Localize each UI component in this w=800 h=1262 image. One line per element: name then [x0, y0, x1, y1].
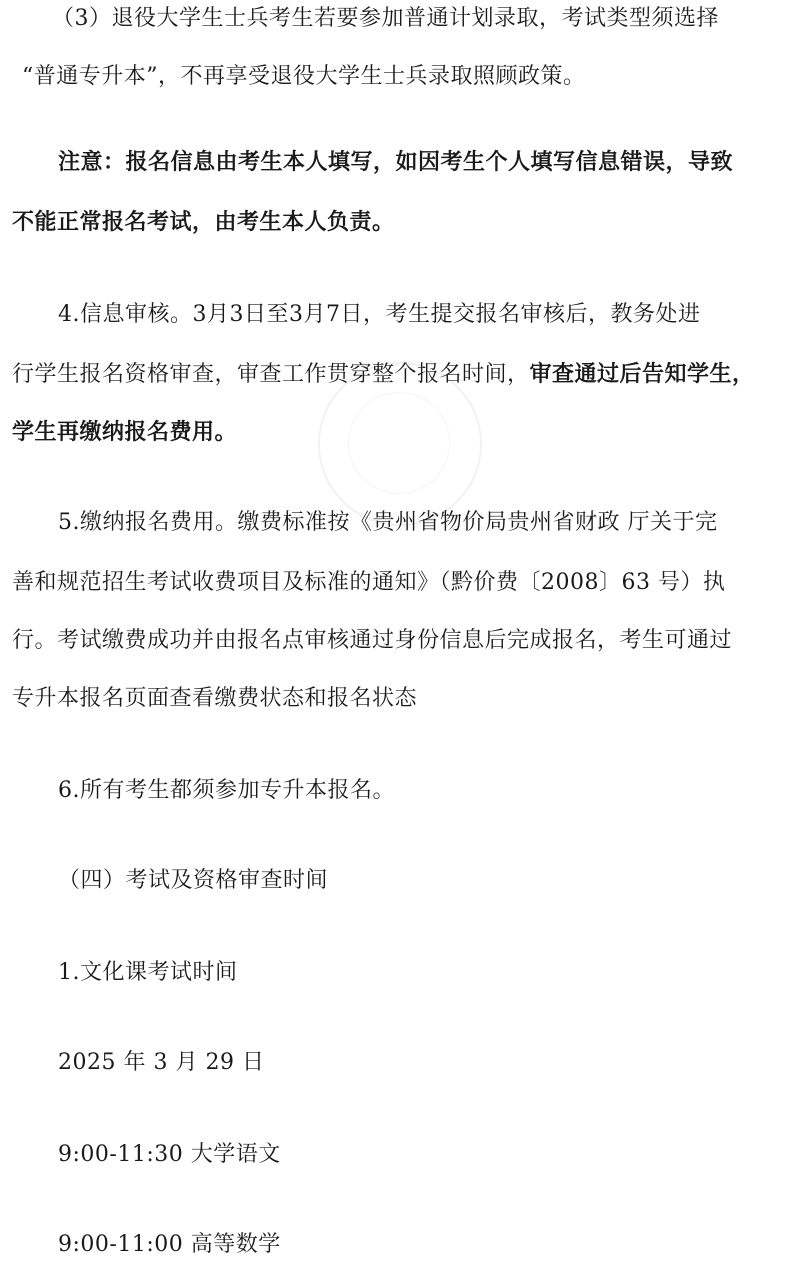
- notice-line-1: 注意：报名信息由考生本人填写，如因考生个人填写信息错误，导致: [58, 150, 734, 175]
- sub-1-title: 1.文化课考试时间: [58, 960, 238, 985]
- item-4-line-2-normal: 行学生报名资格审查，审查工作贯穿整个报名时间，: [12, 362, 530, 387]
- item-4-line-2-bold: 审查通过后告知学生，: [529, 362, 755, 387]
- item-5-line-1: 5.缴纳报名费用。缴费标准按《贵州省物价局贵州省财政 厅关于完: [58, 510, 718, 535]
- section-4-title: （四）考试及资格审查时间: [58, 868, 329, 893]
- item-4-line-3: 学生再缴纳报名费用。: [12, 420, 238, 445]
- item-5-line-4: 专升本报名页面查看缴费状态和报名状态: [12, 686, 418, 711]
- exam-time-2: 9:00-11:00 高等数学: [58, 1232, 281, 1257]
- item-4-line-2: [0, 360, 800, 390]
- exam-time-1: 9:00-11:30 大学语文: [58, 1142, 281, 1167]
- item-5-line-2: 善和规范招生考试收费项目及标准的通知》（黔价费〔2008〕63 号）执: [12, 570, 726, 595]
- exam-date: 2025 年 3 月 29 日: [58, 1050, 265, 1075]
- item-6: 6.所有考生都须参加专升本报名。: [58, 778, 395, 803]
- notice-line-2: 不能正常报名考试，由考生本人负责。: [12, 210, 395, 235]
- item-4-line-1: 4.信息审核。3月3日至3月7日，考生提交报名审核后，教务处进: [58, 302, 701, 327]
- item-3-line-1: （3）退役大学生士兵考生若要参加普通计划录取，考试类型须选择: [52, 6, 719, 31]
- item-3-line-2: “普通专升本”，不再享受退役大学生士兵录取照顾政策。: [22, 64, 586, 89]
- item-5-line-3: 行。考试缴费成功并由报名点审核通过身份信息后完成报名，考生可通过: [12, 628, 733, 653]
